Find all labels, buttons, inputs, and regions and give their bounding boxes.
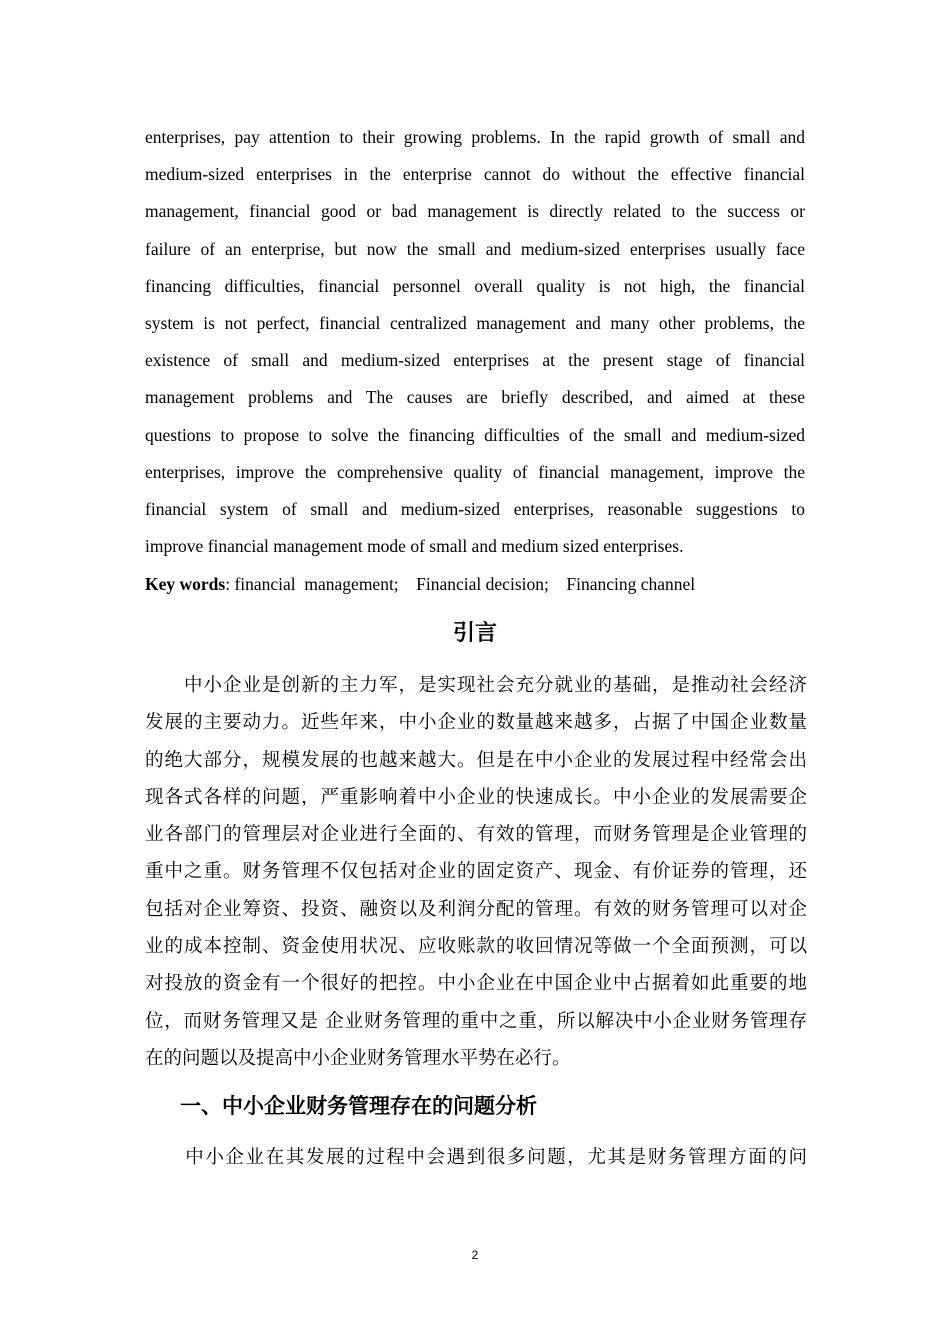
abstract-line: financial system of small and medium-sized enterprises, reasonable suggestions to bbox=[145, 498, 805, 519]
abstract-line: medium-sized enterprises in the enterprise cannot do without the effective financial bbox=[145, 164, 805, 185]
page-number: 2 bbox=[471, 1248, 479, 1262]
section-paragraph bbox=[145, 1139, 807, 1176]
abstract-line: management problems and The causes are briefly described, and aimed at these bbox=[145, 387, 805, 408]
introduction-heading: 引言 bbox=[452, 621, 497, 646]
paragraph-line: 发展的主要动力。近些年来，中小企业的数量越来越多，占据了中国企业数量 bbox=[145, 712, 807, 734]
keywords-line bbox=[145, 567, 805, 601]
abstract-line: improve financial management mode of small and medium sized enterprises. bbox=[145, 536, 684, 557]
section-heading: 一、中小企业财务管理存在的问题分析 bbox=[180, 1094, 537, 1118]
paragraph-line: 中小企业是创新的主力军，是实现社会充分就业的基础，是推动社会经济 bbox=[145, 675, 807, 696]
abstract-line: questions to propose to solve the financing difficulties of the small and medium-sized bbox=[145, 424, 805, 445]
paragraph-line: 位，而财务管理又是 企业财务管理的重中之重，所以解决中小企业财务管理存 bbox=[145, 1010, 807, 1032]
paragraph-line: 业各部门的管理层对企业进行全面的、有效的管理，而财务管理是企业管理的 bbox=[145, 824, 807, 846]
abstract-line: enterprises, improve the comprehensive quality of financial management, improve the bbox=[145, 461, 805, 482]
abstract-line: failure of an enterprise, but now the small and medium-sized enterprises usually face bbox=[145, 238, 805, 259]
english-abstract bbox=[145, 119, 805, 565]
paragraph-line: 业的成本控制、资金使用状况、应收账款的收回情况等做一个全面预测，可以 bbox=[145, 936, 807, 958]
paragraph-line: 在的问题以及提高中小企业财务管理水平势在必行。 bbox=[145, 1047, 571, 1069]
keywords-label: Key words bbox=[145, 574, 226, 594]
paragraph-line: 现各式各样的问题，严重影响着中小企业的快速成长。中小企业的发展需要企 bbox=[145, 786, 807, 808]
abstract-line: financing difficulties, financial personnel overall quality is not high, the financial bbox=[145, 275, 805, 296]
paragraph-line: 重中之重。财务管理不仅包括对企业的固定资产、现金、有价证券的管理，还 bbox=[145, 861, 807, 883]
introduction-paragraph bbox=[145, 667, 807, 1077]
paragraph-line: 的绝大部分，规模发展的也越来越大。但是在中小企业的发展过程中经常会出 bbox=[145, 749, 807, 771]
abstract-line: enterprises, pay attention to their growing problems. In the rapid growth of small and bbox=[145, 127, 805, 147]
paragraph-line: 对投放的资金有一个很好的把控。中小企业在中国企业中占据着如此重要的地 bbox=[145, 973, 807, 995]
keywords-text: : financial management; Financial decision; Financing channel bbox=[225, 574, 696, 594]
abstract-line: existence of small and medium-sized enterprises at the present stage of financial bbox=[145, 350, 805, 371]
abstract-line: management, financial good or bad management is directly related to the success or bbox=[145, 201, 805, 222]
paragraph-line: 包括对企业筹资、投资、融资以及利润分配的管理。有效的财务管理可以对企 bbox=[145, 898, 807, 920]
paragraph-line: 中小企业在其发展的过程中会遇到很多问题，尤其是财务管理方面的问 bbox=[145, 1147, 807, 1168]
abstract-line: system is not perfect, financial centralized management and many other problems, the bbox=[145, 312, 805, 333]
